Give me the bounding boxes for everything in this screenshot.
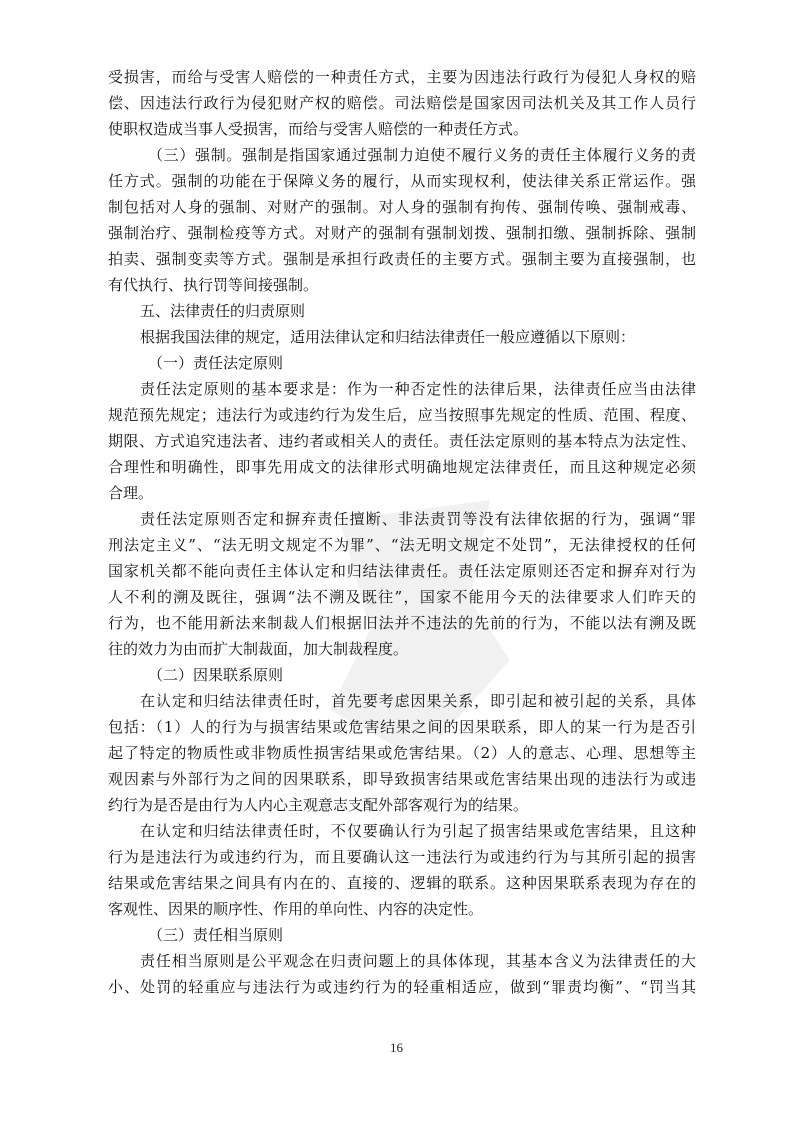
text-line: 人不利的溯及既往，强调“法不溯及既往”，国家不能用今天的法律要求人们昨天的 <box>108 588 696 606</box>
text-line: 行为是违法行为或违约行为，而且要确认这一违法行为或违约行为与其所引起的损害 <box>108 848 696 866</box>
text-line: 任方式。强制的功能在于保障义务的履行，从而实现权利，使法律关系正常运作。强 <box>108 172 696 190</box>
text-line: 根据我国法律的规定，适用法律认定和归结法律责任一般应遵循以下原则： <box>140 328 636 346</box>
text-line: 有代执行、执行罚等间接强制。 <box>108 276 319 294</box>
text-line: 合理。 <box>108 484 154 502</box>
text-line: 受损害，而给与受害人赔偿的一种责任方式，主要为因违法行政行为侵犯人身权的赔 <box>108 68 696 86</box>
text-line: 行为，也不能用新法来制裁人们根据旧法并不违法的先前的行为，不能以法有溯及既 <box>108 614 696 632</box>
text-line: 强制治疗、强制检疫等方式。对财产的强制有强制划拨、强制扣缴、强制拆除、强制 <box>108 224 696 242</box>
page-number: 16 <box>390 1040 403 1055</box>
text-line: （三）强制。强制是指国家通过强制力迫使不履行义务的责任主体履行义务的责 <box>148 146 696 164</box>
text-line: 国家机关都不能向责任主体认定和归结法律责任。责任法定原则还否定和摒弃对行为 <box>108 562 696 580</box>
text-line: 观因素与外部行为之间的因果联系，即导致损害结果或危害结果出现的违法行为或违 <box>108 770 696 788</box>
text-line: 在认定和归结法律责任时，首先要考虑因果关系，即引起和被引起的关系，具体 <box>140 692 696 710</box>
subsection-heading: （二）因果联系原则 <box>148 666 284 684</box>
text-line: 在认定和归结法律责任时，不仅要确认行为引起了损害结果或危害结果，且这种 <box>140 822 696 840</box>
text-line: 约行为是否是由行为人内心主观意志支配外部客观行为的结果。 <box>108 796 529 814</box>
text-line: 刑法定主义”、“法无明文规定不为罪”、“法无明文规定不处罚”，无法律授权的任何 <box>108 536 696 554</box>
text-line: 期限、方式追究违法者、违约者或相关人的责任。责任法定原则的基本特点为法定性、 <box>108 432 696 450</box>
text-line: 小、处罚的轻重应与违法行为或违约行为的轻重相适应，做到“罪责均衡”、“罚当其 <box>108 978 696 996</box>
text-line: 结果或危害结果之间具有内在的、直接的、逻辑的联系。这种因果联系表现为存在的 <box>108 874 696 892</box>
text-line: 客观性、因果的顺序性、作用的单向性、内容的决定性。 <box>108 900 484 918</box>
text-line: 合理性和明确性，即事先用成文的法律形式明确地规定法律责任，而且这种规定必须 <box>108 458 696 476</box>
text-line: 拍卖、强制变卖等方式。强制是承担行政责任的主要方式。强制主要为直接强制，也 <box>108 250 696 268</box>
text-line: 责任相当原则是公平观念在归责问题上的具体体现，其基本含义为法律责任的大 <box>140 952 696 970</box>
text-line: 规范预先规定；违法行为或违约行为发生后，应当按照事先规定的性质、范围、程度、 <box>108 406 696 424</box>
text-line: 往的效力为由而扩大制裁面，加大制裁程度。 <box>108 640 409 658</box>
section-heading: 五、法律责任的归责原则 <box>140 302 306 320</box>
text-line: 使职权造成当事人受损害，而给与受害人赔偿的一种责任方式。 <box>108 120 529 138</box>
text-line: 责任法定原则否定和摒弃责任擅断、非法责罚等没有法律依据的行为，强调“罪 <box>140 510 696 528</box>
subsection-heading: （三）责任相当原则 <box>148 926 284 944</box>
text-line: 起了特定的物质性或非物质性损害结果或危害结果。（2）人的意志、心理、思想等主 <box>108 744 696 762</box>
subsection-heading: （一）责任法定原则 <box>148 354 284 372</box>
text-line: 包括：（1）人的行为与损害结果或危害结果之间的因果联系，即人的某一行为是否引 <box>108 718 696 736</box>
text-line: 责任法定原则的基本要求是：作为一种否定性的法律后果，法律责任应当由法律 <box>140 380 696 398</box>
text-line: 制包括对人身的强制、对财产的强制。对人身的强制有拘传、强制传唤、强制戒毒、 <box>108 198 696 216</box>
text-line: 偿、因违法行政行为侵犯财产权的赔偿。司法赔偿是国家因司法机关及其工作人员行 <box>108 94 696 112</box>
